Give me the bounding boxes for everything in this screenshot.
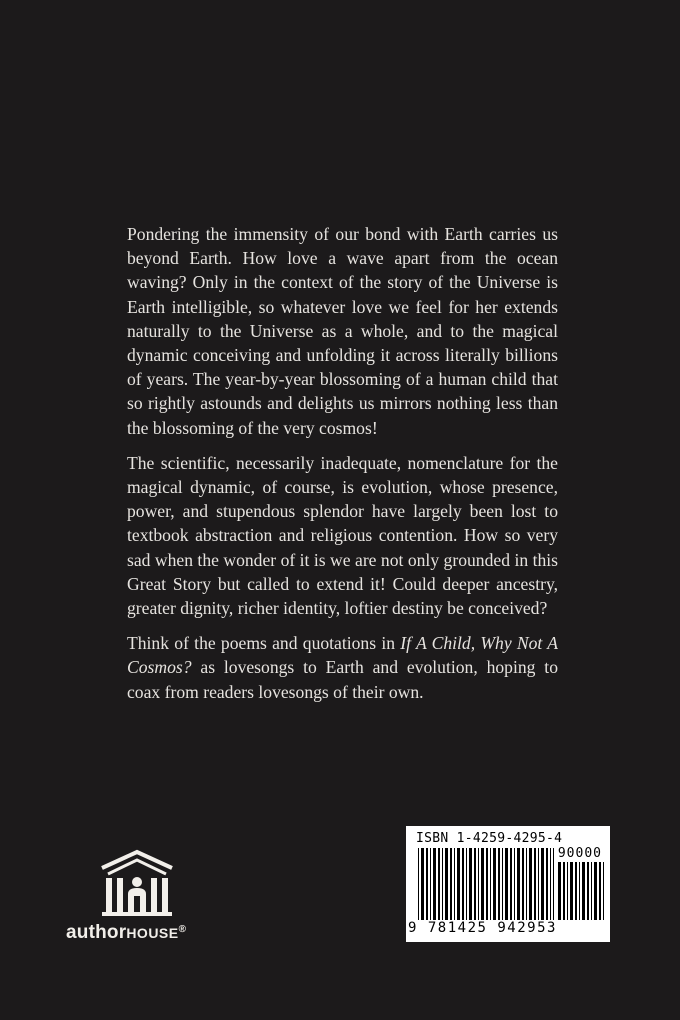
barcode-bar [426,848,428,920]
isbn-barcode [406,826,610,942]
barcode-bar [502,848,503,920]
barcode-bar [594,862,597,920]
barcode-bar [481,848,484,920]
barcode-bar [457,848,460,920]
barcode-bar [438,848,440,920]
barcode-bar [486,848,488,920]
barcode-bar [534,848,536,920]
barcode-bar [603,862,604,920]
publisher-logo [66,848,216,948]
barcode-bar [493,848,496,920]
barcode-bar [433,848,436,920]
authorhouse-logo-icon [96,848,178,918]
barcode-bar [591,862,592,920]
barcode-bar [517,848,520,920]
barcode-bar [553,848,554,920]
publisher-wordmark [66,922,236,944]
barcode-bar [490,848,491,920]
barcode-bar [469,848,472,920]
barcode-bar [550,848,551,920]
back-cover-blurb [127,222,558,715]
barcode-bar [510,848,512,920]
barcode-bar [418,848,419,920]
book-title-italic: If A Child, Why Not A Cosmos? [127,633,558,678]
barcode-bar [450,848,452,920]
barcode-bar [558,862,561,920]
barcode-bar [529,848,532,920]
barcode-bar [563,862,565,920]
barcode-bar [430,848,431,920]
barcode-bar [582,862,585,920]
closing-text-before: Think of the poems and quotations in [127,633,401,654]
barcode-bar [599,862,601,920]
registered-mark: ® [178,924,187,935]
barcode-bar [442,848,443,920]
barcode-bar [466,848,467,920]
barcode-bar [522,848,524,920]
publisher-name-lower: author [66,922,127,943]
barcode-bar [546,848,548,920]
isbn-label: ISBN 1-4259-4295-4 [416,831,563,846]
barcode-bar [454,848,455,920]
barcode-bar [575,862,577,920]
barcode-bar [579,862,580,920]
barcode-bar [538,848,539,920]
barcode-bar [514,848,515,920]
blurb-paragraph-2: The scientific, necessarily inadequate, nomenclature for the magical dynamic, of course, is evolution, whose presence, power, and stupendous splendor have largely been lost to textbook abstraction and religious contention. How so very sad when the wonder of it is we are not only grounded in this Great Story but called to extend it! Could deeper ancestry, greater dignity, richer identity, loftier destiny be conceived? [127,452,558,619]
ean-digits: 9 781425 942953 [408,920,557,936]
closing-text-after: as lovesongs to Earth and evolution, hoping to coax from readers lovesongs of their own. [127,657,558,702]
barcode-bar [445,848,448,920]
barcode-bar [541,848,544,920]
barcode-bar [526,848,527,920]
barcode-bar [587,862,589,920]
barcode-bar [421,848,424,920]
barcode-bar [505,848,508,920]
blurb-paragraph-3 [127,631,558,704]
barcode-bar [478,848,479,920]
barcode-bar [498,848,500,920]
barcode-bar [474,848,476,920]
price-code: 90000 [557,846,602,861]
barcode-bar [570,862,573,920]
barcode-bar [567,862,568,920]
publisher-name-caps: HOUSE [126,925,179,941]
blurb-paragraph-1: Pondering the immensity of our bond with Earth carries us beyond Earth. How love a wave apart from the ocean waving? Only in the context of the story of the Universe is Earth intelligible, so whatever love we feel for her extends naturally to the Universe as a whole, and to the magical dynamic conceiving and unfolding it across literally billions of years. The year-by-year blossoming of a human child that so rightly astounds and delights us mirrors nothing less than the blossoming of the very cosmos! [127,224,558,438]
barcode-bar [462,848,464,920]
